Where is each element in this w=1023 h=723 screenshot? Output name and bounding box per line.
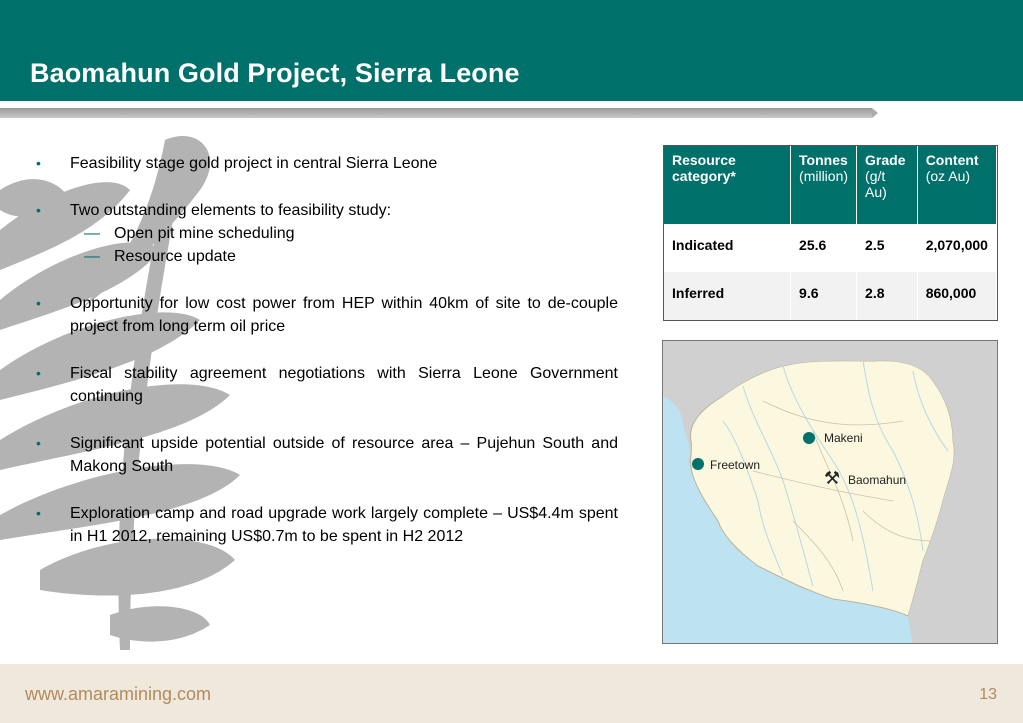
header-divider [0,101,1023,105]
bullet-text: Opportunity for low cost power from HEP within 40km of site to de-couple project from long term oil price [70,295,618,335]
bullet-text: Exploration camp and road upgrade work largely complete – US$4.4m spent in H1 2012, remaining US$0.7m to be spent in H2 2012 [70,505,618,545]
table-cell: 2.8 [857,272,918,320]
table-cell: 9.6 [791,272,857,320]
baomahun-label: Baomahun [848,473,907,487]
page-title: Baomahun Gold Project, Sierra Leone [30,58,520,88]
table-cell: Inferred [664,272,791,320]
bullet-text: Significant upside potential outside of resource area – Pujehun South and Makong South [70,435,618,475]
header-label: Content [925,152,979,168]
sub-bullet-item [36,222,618,245]
bullet-dot-icon: • [36,435,41,451]
bullet-dot-icon: • [36,155,41,171]
bullet-item [36,432,618,478]
table-header-cell [917,146,996,224]
header-label: Grade [865,152,906,168]
bullet-dot-icon: • [36,365,41,381]
dash-icon: — [84,248,100,265]
header-unit: (g/t Au) [865,168,887,200]
sub-bullet-text: Open pit mine scheduling [114,225,295,242]
table-row [664,272,997,320]
table-header-cell [791,146,857,224]
makeni-label: Makeni [824,431,863,445]
table-cell: 2.5 [857,224,918,272]
header-label: Tonnes [799,152,848,168]
table-row [664,224,997,272]
freetown-label: Freetown [710,458,761,472]
bullet-item [36,199,618,268]
map-graphic [663,341,998,644]
page-number: 13 [979,686,997,703]
bullet-item [36,362,618,408]
resource-table [663,145,998,321]
bullet-dot-icon: • [36,505,41,521]
bullet-list [36,152,618,572]
bullet-item [36,292,618,338]
sierra-leone-map [662,340,998,644]
bullet-dot-icon: • [36,202,41,218]
table-cell: 860,000 [917,272,996,320]
header-unit: (oz Au) [925,168,971,184]
bullet-item [36,152,618,175]
sub-bullet-text: Resource update [114,248,236,265]
mine-icon: ⚒ [824,468,841,488]
header-unit: (million) [799,168,849,184]
table-cell: 2,070,000 [917,224,996,272]
bullet-text: Fiscal stability agreement negotiations with Sierra Leone Government continuing [70,365,618,405]
table-header-cell [664,146,791,224]
bullet-item [36,502,618,548]
header-label: Resource category* [672,152,736,184]
bullet-text: Two outstanding elements to feasibility study: [70,202,392,219]
header-shadow-bar [0,108,872,118]
footer-url-link[interactable]: www.amaramining.com [25,684,212,704]
makeni-marker [803,432,815,444]
table-header-cell [857,146,918,224]
bullet-text: Feasibility stage gold project in central Sierra Leone [70,155,438,172]
freetown-marker [692,458,704,470]
dash-icon: — [84,225,100,242]
footer [0,664,1023,723]
title-banner [0,0,1023,101]
bullet-dot-icon: • [36,295,41,311]
table-cell: Indicated [664,224,791,272]
sub-bullet-item [36,245,618,268]
table-cell: 25.6 [791,224,857,272]
table-header-row [664,146,997,224]
